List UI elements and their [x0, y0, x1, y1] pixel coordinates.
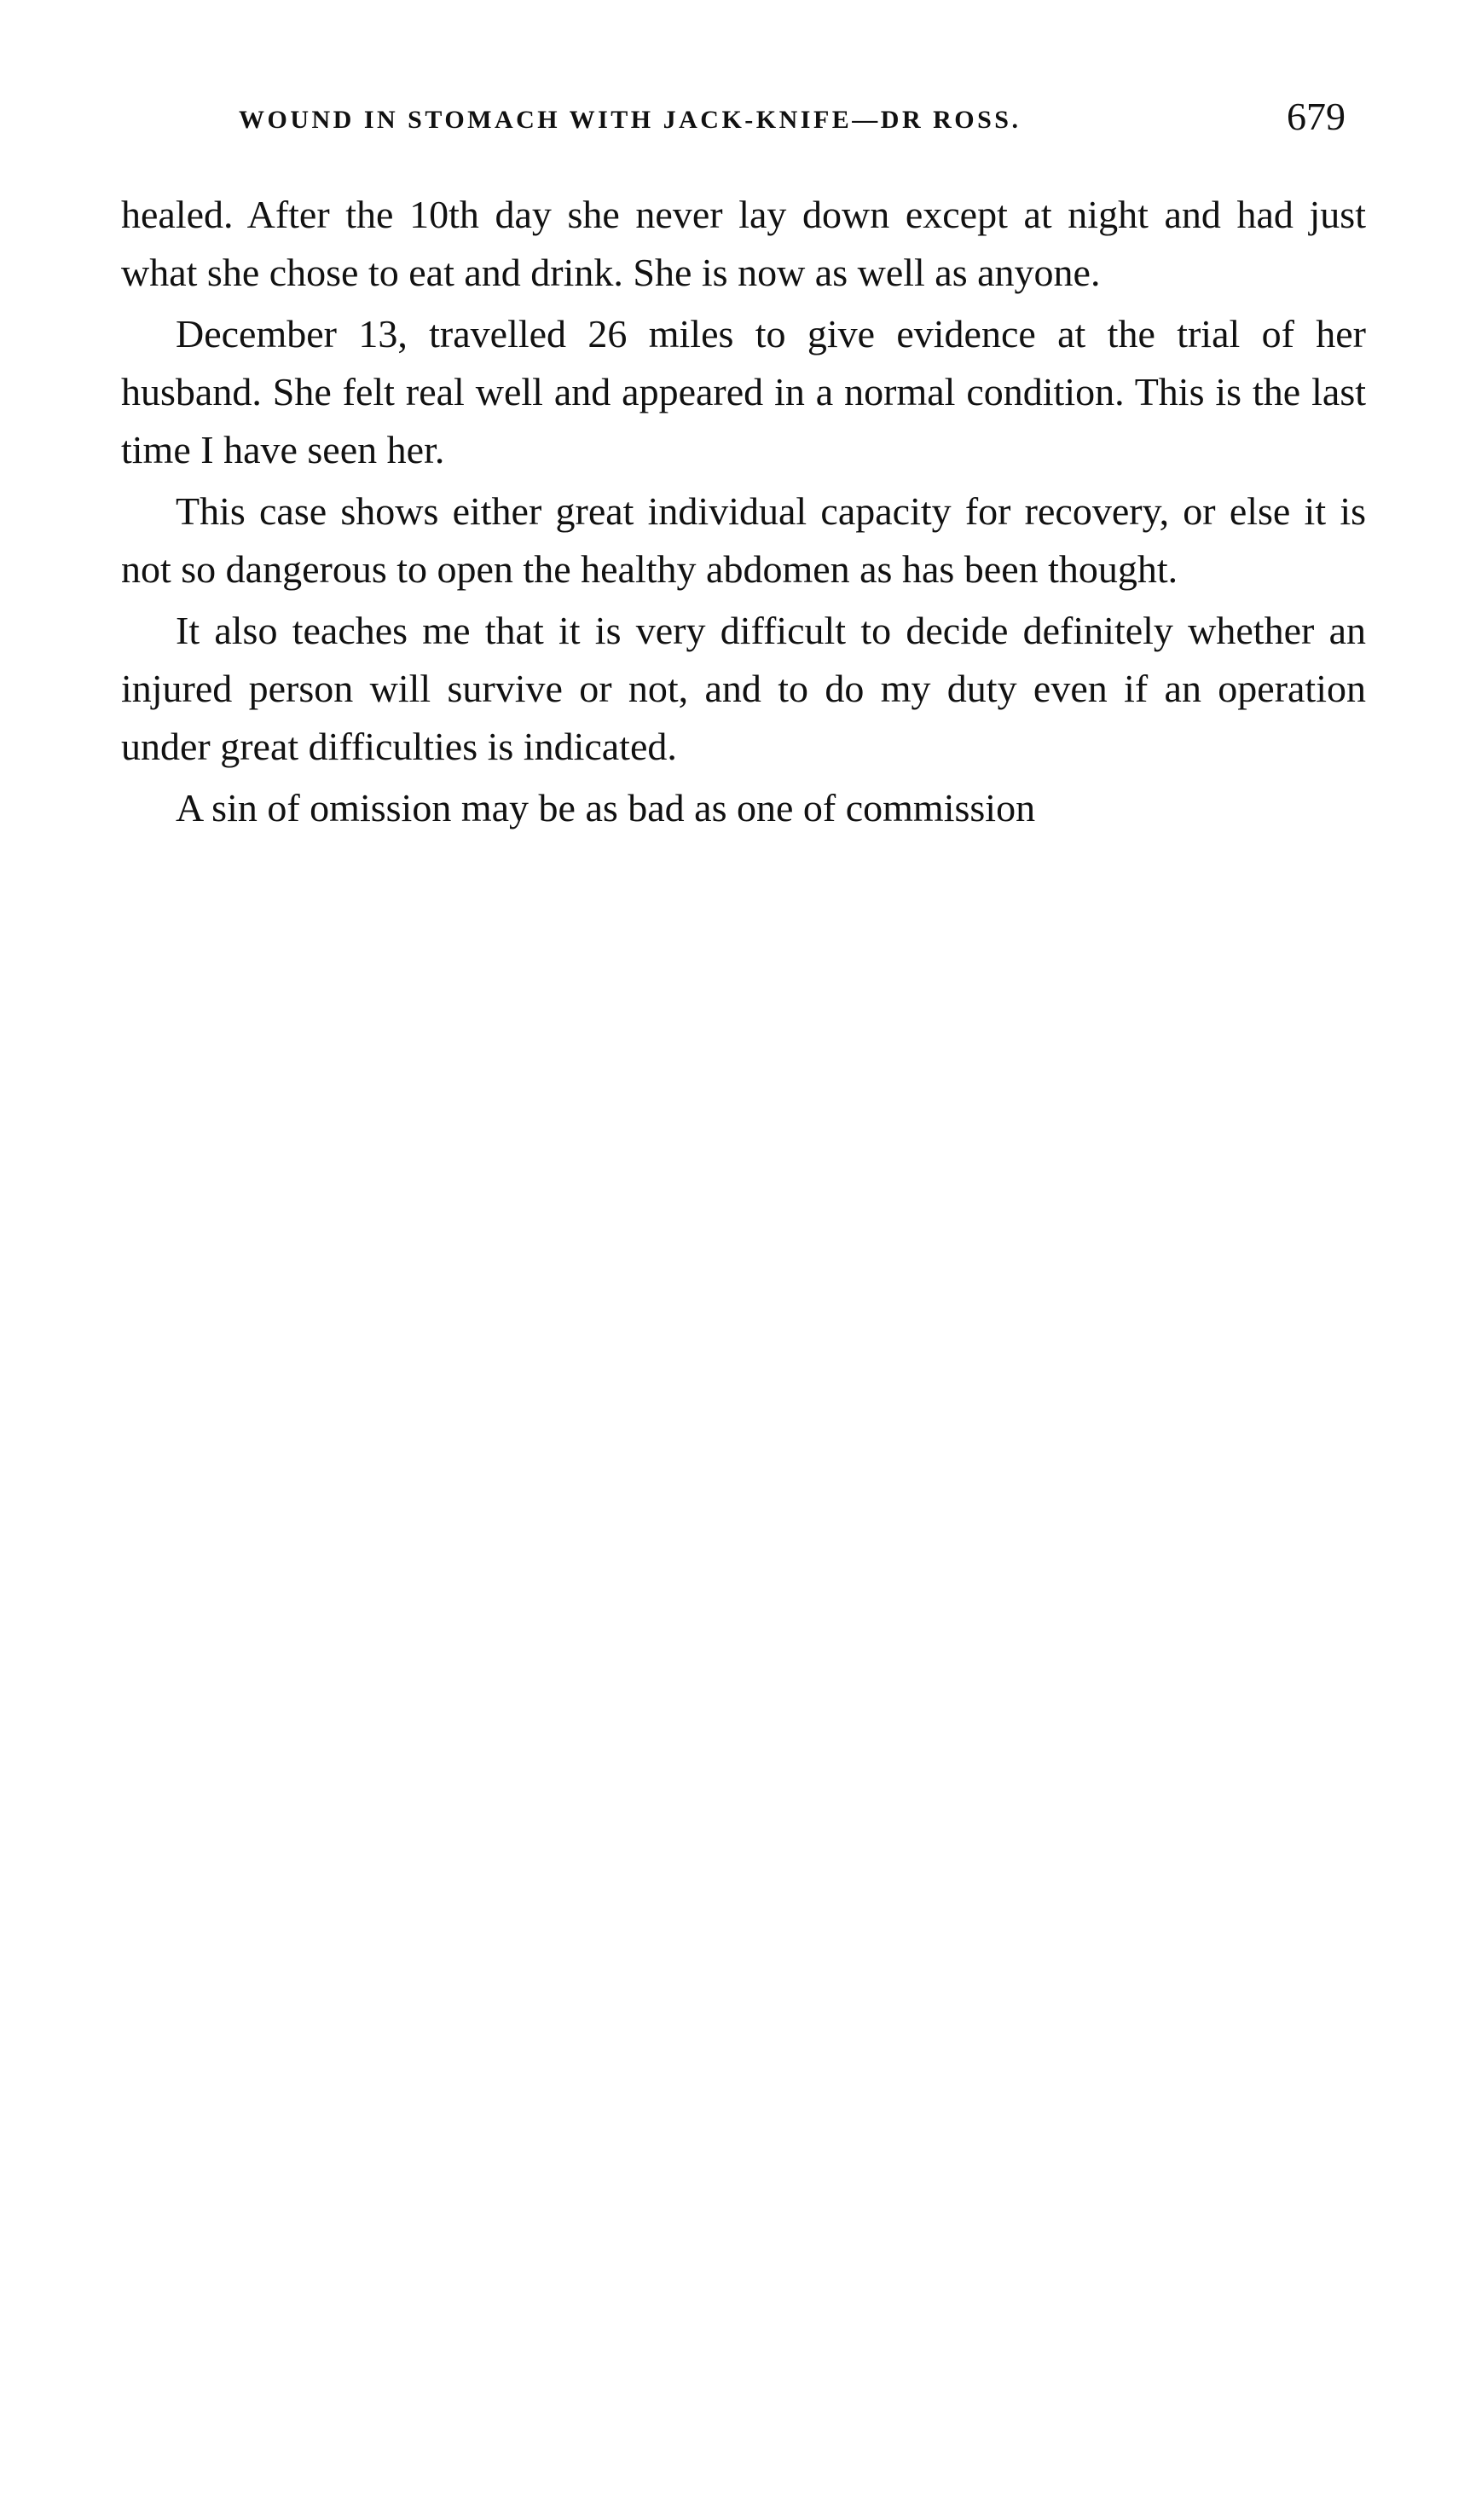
- paragraph-teaches: It also teaches me that it is very difficult to decide definitely whether an injured person will survive or not, and to do my duty even if an operation under great difficulties is indicated.: [121, 609, 1366, 768]
- paragraph-case-shows: This case shows either great individual capacity for recovery, or else it is not so dangerous to open the healthy abdomen as has been thought.: [121, 489, 1366, 591]
- paragraph-sin-of-omission: A sin of omission may be as bad as one of commission: [176, 786, 1036, 829]
- running-head: [239, 94, 1346, 153]
- running-title: WOUND IN STOMACH WITH JACK-KNIFE—DR ROSS.: [239, 106, 1021, 134]
- paragraph-december: December 13, travelled 26 miles to give evidence at the trial of her husband. She felt real well and appeared in a normal condition. This is the last time I have seen her.: [121, 312, 1366, 471]
- paragraph-continuation: healed. After the 10th day she never lay down except at night and had just what she chose to eat and drink. She is now as well as anyone.: [121, 193, 1366, 294]
- body-text: [121, 186, 1366, 841]
- page-number: 679: [1287, 95, 1346, 138]
